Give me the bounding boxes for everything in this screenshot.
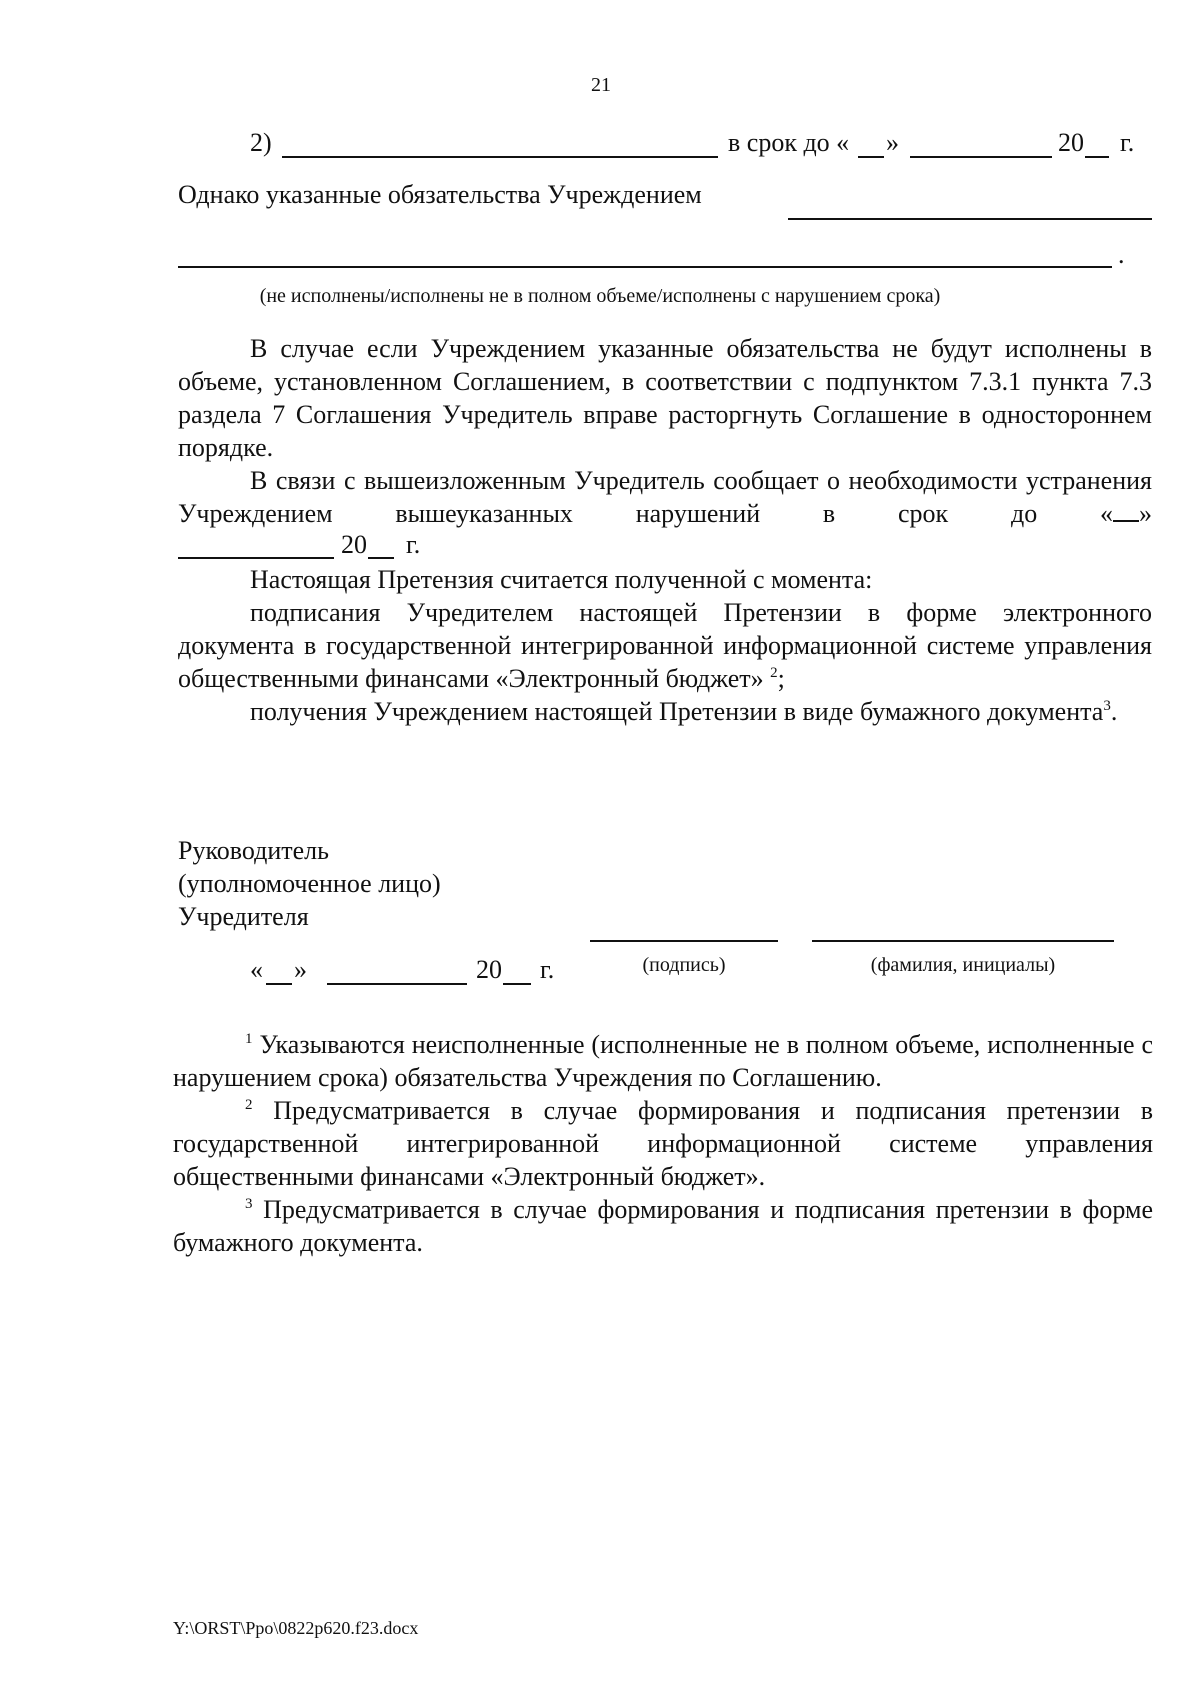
paragraph-paper-text: получения Учреждением настоящей Претензии в виде бумажного документа	[250, 697, 1104, 726]
elimination-year-suffix: г.	[406, 530, 421, 559]
name-line	[812, 940, 1114, 942]
term-label: в срок до «	[728, 128, 850, 157]
paragraph-elimination-text: В связи с вышеизложенным Учредитель сообщает о необходимости устранения Учреждением вышеуказанных нарушений в срок до «	[178, 466, 1152, 528]
paragraph-paper-end: .	[1110, 697, 1118, 726]
however-blank-line	[788, 218, 1152, 220]
status-caption: (не исполнены/исполнены не в полном объеме/исполнены с нарушением срока)	[259, 285, 941, 307]
name-caption: (фамилия, инициалы)	[870, 954, 1056, 976]
paragraph-paper	[178, 695, 1152, 728]
sign-date-open: «	[250, 955, 263, 984]
sign-date-day-blank	[266, 983, 292, 985]
footnote-3	[173, 1193, 1153, 1259]
however-blank-line-2	[178, 266, 1112, 268]
footnote-1-text: Указываются неисполненные (исполненные не в полном объеме, исполненные с нарушением срока) обязательства Учреждения по Соглашению.	[173, 1030, 1154, 1092]
sign-year-prefix: 20	[476, 955, 502, 984]
paragraph-electronic	[178, 596, 1152, 695]
signer-title-line1: Руководитель	[178, 836, 329, 865]
footnote-ref-2: 2	[770, 665, 778, 681]
paragraph-electronic-text: подписания Учредителем настоящей Претензии в форме электронного документа в государственной интегрированной информационной системе управления общественными финансами «Электронный бюджет»	[178, 598, 1152, 693]
sign-date-month-blank	[327, 983, 467, 985]
however-text: Однако указанные обязательства Учреждением	[178, 180, 702, 209]
signer-title-line2: (уполномоченное лицо)	[178, 869, 441, 898]
item-number: 2)	[250, 128, 272, 157]
sign-date-close: »	[294, 955, 307, 984]
footnote-3-text: Предусматривается в случае формирования и подписания претензии в форме бумажного документа.	[173, 1195, 1153, 1257]
elimination-year-prefix: 20	[341, 530, 367, 559]
footnote-ref-3: 3	[1103, 698, 1111, 714]
sign-year-blank	[503, 983, 531, 985]
paragraph-electronic-end: ;	[777, 664, 785, 693]
term-year-suffix: г.	[1120, 128, 1135, 157]
page-number: 21	[591, 74, 611, 96]
term-year-blank	[1085, 156, 1109, 158]
sign-caption: (подпись)	[642, 954, 726, 976]
footnote-2	[173, 1094, 1153, 1193]
footer-file-path: Y:\ORST\Ppo\0822p620.f23.docx	[173, 1618, 419, 1638]
term-quote-close: »	[886, 128, 899, 157]
footnote-1-number: 1	[245, 1031, 253, 1047]
paragraph-receipt-intro: Настоящая Претензия считается полученной с момента:	[250, 565, 873, 594]
signature-line	[590, 940, 778, 942]
elimination-year-blank	[368, 557, 394, 559]
obligation-blank-line	[282, 156, 718, 158]
footnote-2-number: 2	[245, 1097, 253, 1113]
elimination-month-blank	[178, 557, 334, 559]
term-year-prefix: 20	[1058, 128, 1084, 157]
however-end-dot: .	[1118, 240, 1125, 269]
footnote-2-text: Предусматривается в случае формирования и подписания претензии в государственной интегрированной информационной системе управления общественными финансами «Электронный бюджет».	[173, 1096, 1153, 1191]
term-month-blank	[910, 156, 1052, 158]
footnote-1	[173, 1028, 1153, 1094]
term-day-blank	[858, 156, 884, 158]
sign-year-suffix: г.	[540, 955, 555, 984]
paragraph-elimination	[178, 464, 1152, 530]
paragraph-termination: В случае если Учреждением указанные обязательства не будут исполнены в объеме, установленном Соглашением, в соответствии с подпунктом 7.3.1 пункта 7.3 раздела 7 Соглашения Учредитель вправе расторгнуть Соглашение в одностороннем порядке.	[178, 334, 1152, 462]
signer-title-line3: Учредителя	[178, 902, 309, 931]
elimination-day-blank	[1113, 500, 1139, 522]
footnote-3-number: 3	[245, 1196, 253, 1212]
elimination-quote-close: »	[1139, 499, 1152, 528]
